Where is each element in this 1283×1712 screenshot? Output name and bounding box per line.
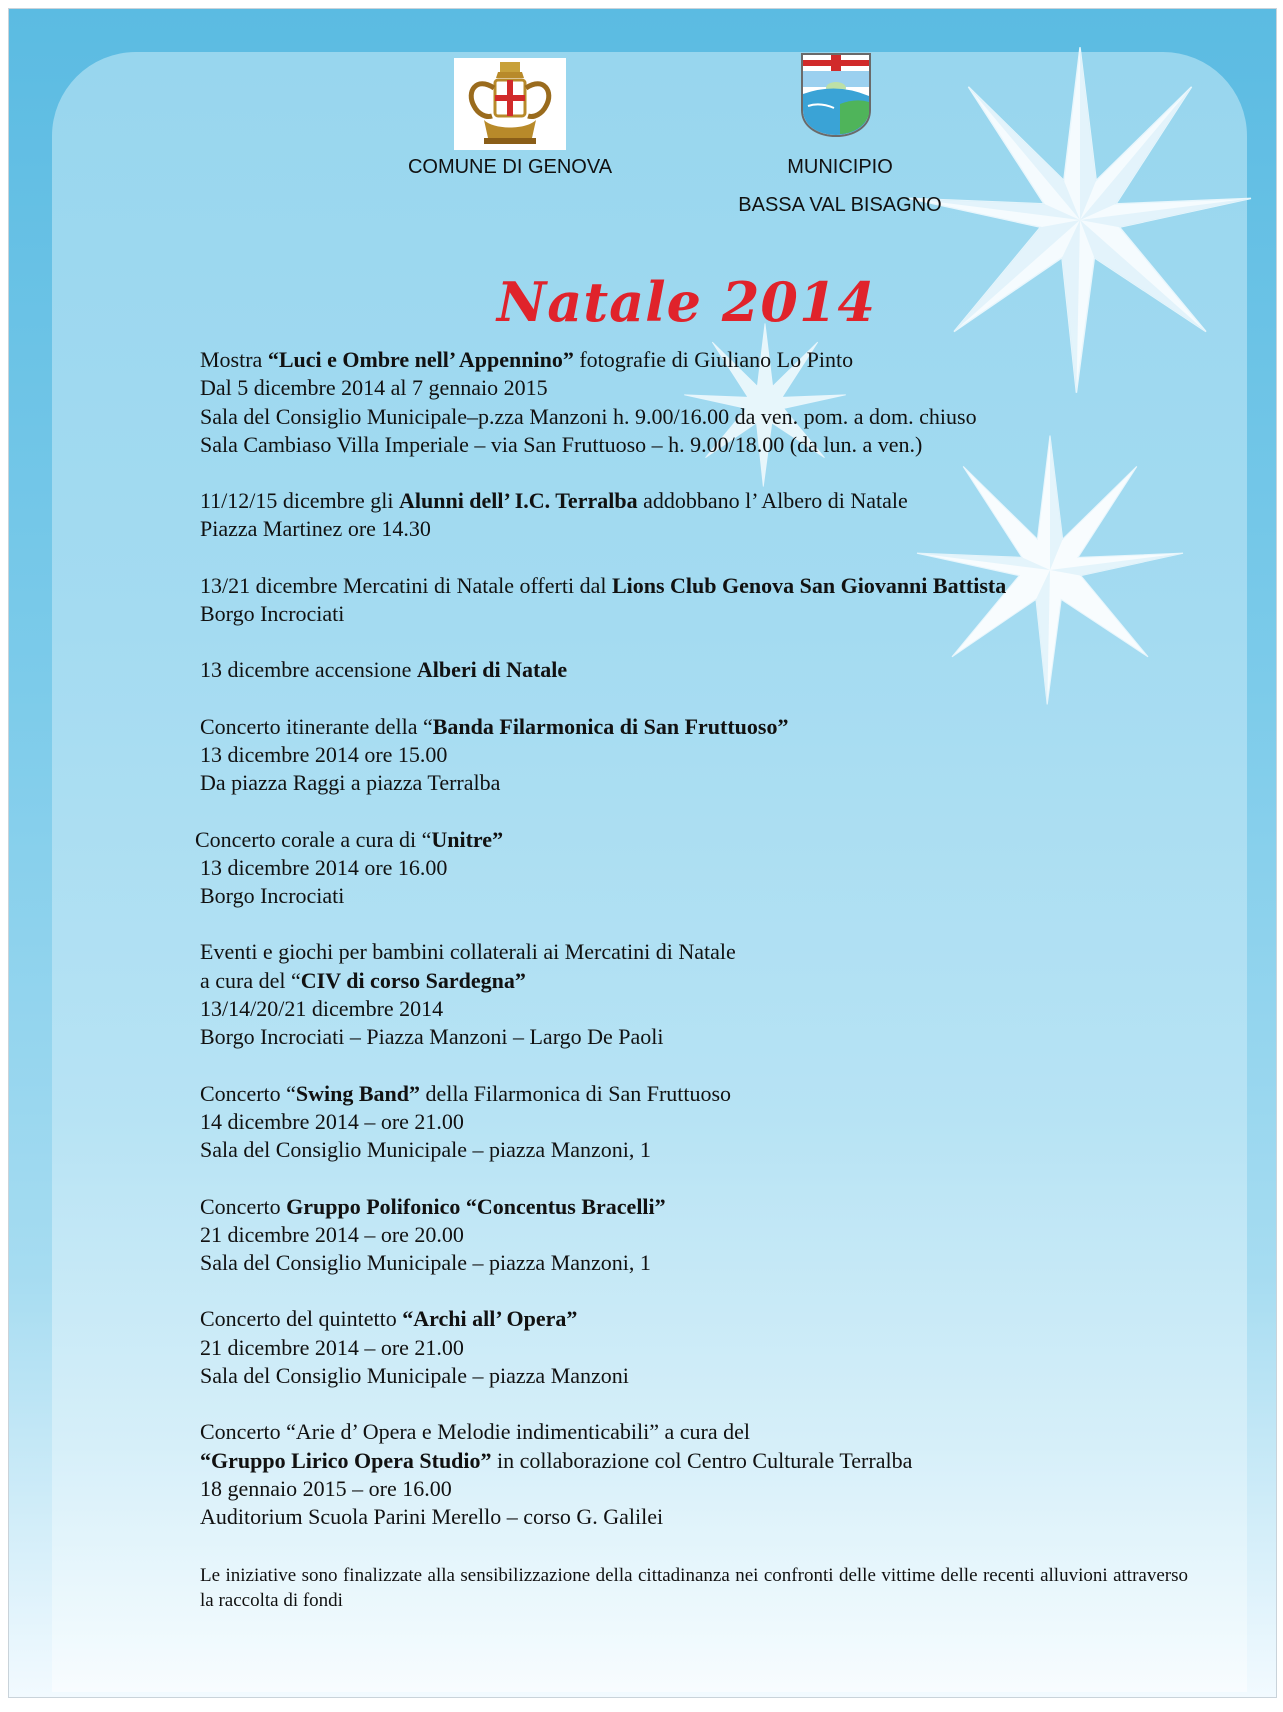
event-line bbox=[200, 403, 1210, 431]
event-text: Sala del Consiglio Municipale – piazza Manzoni, 1 bbox=[200, 1250, 651, 1276]
event-line bbox=[195, 826, 1210, 854]
event-line bbox=[200, 656, 1210, 684]
event-line bbox=[200, 1418, 1210, 1446]
event-text: Sala Cambiaso Villa Imperiale – via San Fruttuoso – h. 9.00/18.00 (da lun. a ven.) bbox=[200, 431, 923, 457]
comune-caption: COMUNE DI GENOVA bbox=[407, 156, 613, 178]
event-text: Da piazza Raggi a piazza Terralba bbox=[200, 770, 501, 796]
event-text: Concerto “Arie d’ Opera e Melodie indimenticabili” a cura del bbox=[200, 1419, 750, 1445]
event-line bbox=[200, 1362, 1210, 1390]
event-text: Concerto del quintetto bbox=[200, 1306, 403, 1332]
municipio-caption-line2: BASSA VAL BISAGNO bbox=[738, 194, 942, 216]
event-highlight: Unitre” bbox=[431, 826, 504, 852]
genova-coat-of-arms-icon bbox=[454, 58, 566, 150]
event-text: Sala del Consiglio Municipale – piazza Manzoni, 1 bbox=[200, 1137, 651, 1163]
event-highlight: Banda Filarmonica di San Fruttuoso” bbox=[432, 713, 789, 739]
event-line bbox=[200, 1447, 1210, 1475]
event-item bbox=[200, 572, 1210, 629]
event-text: Borgo Incrociati bbox=[200, 601, 345, 627]
event-item bbox=[200, 1080, 1210, 1165]
event-line bbox=[200, 572, 1210, 600]
event-text: 13 dicembre accensione bbox=[200, 657, 417, 683]
event-text: addobbano l’ Albero di Natale bbox=[637, 488, 908, 514]
event-line bbox=[200, 769, 1210, 797]
event-text: della Filarmonica di San Fruttuoso bbox=[420, 1080, 732, 1106]
event-text: Sala del Consiglio Municipale–p.zza Manzoni h. 9.00/16.00 da ven. pom. a dom. chiuso bbox=[200, 403, 977, 429]
event-line bbox=[200, 713, 1210, 741]
event-text: Borgo Incrociati bbox=[200, 883, 345, 909]
event-line bbox=[200, 374, 1210, 402]
event-item bbox=[200, 346, 1210, 459]
event-text: 21 dicembre 2014 – ore 21.00 bbox=[200, 1334, 464, 1360]
event-item bbox=[200, 1305, 1210, 1390]
event-highlight: Gruppo Polifonico “Concentus Bracelli” bbox=[286, 1193, 666, 1219]
event-text: 11/12/15 dicembre gli bbox=[200, 488, 399, 514]
event-text: Concerto corale a cura di “ bbox=[195, 826, 432, 852]
event-line bbox=[200, 1023, 1210, 1051]
event-item bbox=[200, 938, 1210, 1051]
event-text: 18 gennaio 2015 – ore 16.00 bbox=[200, 1475, 452, 1501]
event-item bbox=[195, 826, 1210, 911]
event-highlight: “Gruppo Lirico Opera Studio” bbox=[200, 1447, 492, 1473]
event-text: Concerto bbox=[200, 1193, 287, 1219]
event-text: a cura del “ bbox=[200, 967, 301, 993]
event-highlight: Alberi di Natale bbox=[416, 657, 568, 683]
event-text: 13/21 dicembre Mercatini di Natale offerti dal bbox=[200, 572, 612, 598]
event-item bbox=[200, 713, 1210, 798]
event-text: in collaborazione col Centro Culturale Terralba bbox=[491, 1447, 913, 1473]
event-line bbox=[200, 1249, 1210, 1277]
municipio-bassa-val-bisagno-crest-icon bbox=[800, 52, 872, 138]
event-line bbox=[200, 995, 1210, 1023]
event-text: Concerto “ bbox=[200, 1080, 296, 1106]
event-line bbox=[200, 346, 1210, 374]
event-line bbox=[200, 1503, 1210, 1531]
event-line bbox=[200, 1136, 1210, 1164]
event-highlight: Alunni dell’ I.C. Terralba bbox=[398, 488, 638, 514]
event-list bbox=[195, 346, 1210, 1560]
event-item bbox=[200, 487, 1210, 544]
event-text: Eventi e giochi per bambini collaterali ai Mercatini di Natale bbox=[200, 939, 736, 965]
footer-note: Le iniziative sono finalizzate alla sensibilizzazione della cittadinanza nei confronti delle vittime delle recenti alluvioni attraverso la raccolta di fondi bbox=[200, 1565, 1188, 1611]
event-text: Piazza Martinez ore 14.30 bbox=[200, 516, 431, 542]
event-text: 21 dicembre 2014 – ore 20.00 bbox=[200, 1221, 464, 1247]
event-line bbox=[200, 938, 1210, 966]
event-line bbox=[200, 487, 1210, 515]
event-line bbox=[200, 1080, 1210, 1108]
event-highlight: “Archi all’ Opera” bbox=[402, 1306, 578, 1332]
event-line bbox=[200, 1334, 1210, 1362]
event-item bbox=[200, 1193, 1210, 1278]
event-highlight: Swing Band” bbox=[295, 1080, 421, 1106]
event-highlight: CIV di corso Sardegna” bbox=[300, 967, 526, 993]
event-text: 13 dicembre 2014 ore 16.00 bbox=[200, 854, 448, 880]
event-text: Sala del Consiglio Municipale – piazza Manzoni bbox=[200, 1363, 629, 1389]
event-text: Dal 5 dicembre 2014 al 7 gennaio 2015 bbox=[200, 375, 548, 401]
page-title: Natale 2014 bbox=[496, 270, 877, 334]
event-line bbox=[200, 967, 1210, 995]
event-highlight: Lions Club Genova San Giovanni Battista bbox=[611, 572, 1007, 598]
event-line bbox=[200, 515, 1210, 543]
event-line bbox=[200, 1475, 1210, 1503]
event-line bbox=[200, 882, 1210, 910]
event-text: 14 dicembre 2014 – ore 21.00 bbox=[200, 1108, 464, 1134]
event-line bbox=[200, 741, 1210, 769]
event-line bbox=[200, 1221, 1210, 1249]
event-line bbox=[200, 1108, 1210, 1136]
event-line bbox=[200, 854, 1210, 882]
event-line bbox=[200, 600, 1210, 628]
event-text: 13 dicembre 2014 ore 15.00 bbox=[200, 741, 448, 767]
event-item bbox=[200, 1418, 1210, 1531]
event-text: 13/14/20/21 dicembre 2014 bbox=[200, 996, 444, 1022]
event-item bbox=[200, 656, 1210, 684]
event-text: Auditorium Scuola Parini Merello – corso G. Galilei bbox=[200, 1504, 664, 1530]
municipio-caption-line1: MUNICIPIO bbox=[787, 156, 893, 178]
event-line bbox=[200, 1193, 1210, 1221]
event-text: Mostra bbox=[200, 347, 268, 372]
event-text: fotografie di Giuliano Lo Pinto bbox=[573, 347, 854, 372]
event-highlight: “Luci e Ombre nell’ Appennino” bbox=[267, 347, 574, 372]
event-text: Concerto itinerante della “ bbox=[200, 713, 433, 739]
event-line bbox=[200, 431, 1210, 459]
event-text: Borgo Incrociati – Piazza Manzoni – Largo De Paoli bbox=[200, 1024, 664, 1050]
event-line bbox=[200, 1305, 1210, 1333]
